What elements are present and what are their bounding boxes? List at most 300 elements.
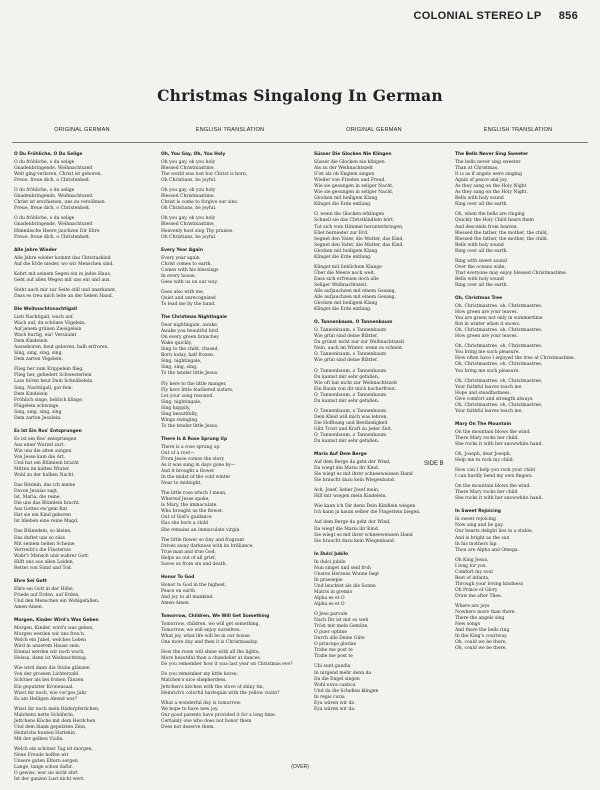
lyric-line: Morgen werden wir uns freu'n.: [14, 632, 86, 638]
lyric-line: There the angels sing: [455, 616, 505, 622]
lyric-line: Ist der ganzen Lust nicht wert.: [14, 777, 85, 783]
lyric-line: Sie wiegt es mit ihrer schneeweissen Hand: [314, 532, 413, 538]
song-title: Mary On The Mountain: [455, 421, 512, 427]
lyric-line: Bells with holy sound: [455, 242, 504, 248]
stanza: [161, 538, 301, 568]
lyric-line: Wie sie gesungen in seliger Nacht,: [314, 190, 394, 196]
stanza: [314, 504, 454, 516]
lyric-line: Fröhlich singe, lieblich klinge,: [14, 397, 84, 403]
lyric-line: Sing, sing, sing, sing: [14, 409, 62, 415]
stanza: [14, 437, 154, 479]
stanza: [161, 188, 301, 212]
lyric-line: Aus einer Wurzel zart.: [14, 442, 65, 448]
lyric-line: Ein Baum von dir mich hocherfreut.: [314, 386, 397, 392]
stanza: [314, 612, 454, 660]
lyric-line: Welt ging verloren, Christ ist geboren,: [14, 172, 102, 178]
column-header-original-german-2: ORIGINAL GERMAN: [346, 127, 402, 133]
lyric-line: Davon Jesaias sagt,: [14, 489, 59, 495]
lyric-line: Who brought us the flower.: [161, 509, 224, 515]
lyric-line: Und leuchtet als die Sonne: [314, 583, 376, 589]
lyric-line: Tut sich vom Himmel herunterbringen,: [314, 224, 404, 230]
song-title: There Is A Rose Sprung Up: [161, 436, 228, 442]
lyric-line: Through your loving kindness: [455, 581, 524, 587]
lyric-line: Dem Kindelein: [14, 391, 48, 397]
lyric-line: Tomorrow, we will enjoy ourselves.: [161, 628, 241, 634]
lyric-line: Heissa, dann ist Weihnachtstag.: [14, 656, 88, 662]
lyric-line: Best of infants,: [455, 575, 490, 581]
song-block: [14, 307, 154, 422]
lyric-line: Ausseboren, heut geboren, halb erfroren.: [14, 345, 109, 351]
lyric-line: The world was lost but Christ is born,: [161, 172, 248, 178]
lyric-line: One more day and then it is Christmasday.: [161, 640, 259, 646]
lyric-line: O, wenn die Glocken erklingen: [314, 212, 385, 218]
lyric-line: Wie wird dann die Stube glänzen: [14, 666, 90, 672]
stanza: [14, 272, 154, 284]
lyric-line: Blessed the father, the mother, the child,: [455, 230, 549, 236]
stanza: [14, 529, 154, 571]
lyric-line: Oh, Christmastree, oh, Christmastree,: [455, 304, 543, 310]
lyric-line: Oh Christians, be joyful.: [161, 178, 217, 184]
lyric-line: O puer optime: [314, 630, 347, 636]
stanza: [161, 650, 301, 668]
lyric-line: To the tender little Jesus.: [161, 423, 219, 429]
lyric-line: Fly here little feathered sisters,: [161, 387, 234, 393]
stanza: [161, 701, 301, 731]
stanza: [455, 452, 595, 464]
lyric-line: Aus Gottes ew'gem Rat: [14, 507, 68, 513]
lyric-line: Alpha es et O: [314, 596, 345, 601]
lyric-line: Help me to rock my child.: [455, 458, 515, 464]
song-block: [14, 429, 154, 572]
song-block: [314, 152, 454, 313]
lyric-line: But in winter when it snows.: [455, 322, 521, 328]
lyric-line: Du kannst mir sehr gefallen.: [314, 439, 380, 445]
lyric-line: And there the bells ring: [455, 628, 510, 634]
song-block: [161, 248, 301, 308]
lyric-line: Where are joys: [455, 604, 490, 609]
lyric-line: O du fröhliche, o du selige: [14, 160, 75, 166]
stanza: [455, 259, 595, 289]
lyric-line: More beautiful than a chandelier at dances.: [161, 656, 262, 662]
lyric-line: What joy, what life will be in our house.: [161, 634, 252, 640]
lyric-line: Blessed Christmastime,: [161, 166, 215, 172]
lyric-line: Do you remember my little horse;: [161, 672, 238, 678]
lyric-line: Drives away darkness with its brilliance.: [161, 543, 254, 549]
lyric-line: Unsres Herzens Wonne liegt: [314, 571, 380, 577]
song-title: Maria Auf Dem Berge: [314, 452, 367, 458]
lyric-line: The little rose which I mean,: [161, 491, 227, 497]
lyric-line: In his mothers lap.: [455, 541, 498, 547]
lyric-line: Oh you gay, oh you holy: [161, 216, 216, 222]
song-block: [161, 614, 301, 731]
lyric-line: Tröst mir mein Gemüte,: [314, 624, 369, 630]
lyric-line: You bring me such pleasure.: [455, 350, 520, 356]
stanza: [314, 328, 454, 364]
lyric-line: Hilft uns aus allen Leiden,: [14, 559, 75, 565]
lyric-line: Out of a root—: [161, 450, 195, 456]
lyric-line: Thou are Alpha and Omega.: [455, 547, 519, 553]
stanza: [161, 622, 301, 646]
lyric-line: Klinget die Erde entlang.: [314, 307, 372, 313]
stanza: [14, 256, 154, 268]
song-title: In Dulci Jubilo: [314, 551, 349, 557]
song-block: [314, 552, 454, 713]
stanza: [161, 256, 301, 286]
lyric-line: Blessed the father, the mother, the child.: [455, 236, 549, 242]
stanza: [455, 604, 595, 652]
lyric-line: Ich kann ja kaum selber die Fingerlein biegen.: [314, 510, 421, 516]
lyric-line: Eilet hernieder zur Erd.: [314, 230, 369, 236]
lyric-line: Wie grün sind deine Blätter.: [314, 358, 379, 364]
lyric-line: Schöner als bei frohen Tänzen: [14, 678, 84, 684]
lyric-line: Da die Engel singen: [314, 676, 360, 682]
lyric-line: Auf die Erde nieder, wo wir Menschen sind.: [14, 261, 114, 267]
lyric-line: Rettet von Sünd und Tod.: [14, 565, 73, 571]
lyric-line: Comes with his blessings: [161, 267, 219, 273]
lyric-line: Christ ist erschienen, uns zu versühnen: [14, 200, 105, 206]
stanza: [161, 583, 301, 607]
lyric-line: Lieb Nachtigall, wach auf,: [14, 314, 74, 320]
lyric-line: Now sing and be gay.: [455, 523, 504, 529]
lyric-line: Mit seinem hellen Scheine: [14, 541, 75, 547]
lyric-line: Da wiegt die Maria ihr Kind.: [314, 466, 380, 472]
column-header-english-translation-2: ENGLISH TRANSLATION: [483, 127, 553, 133]
lyric-line: Sing, Nachtigall, gar fein.: [14, 385, 73, 391]
stanza: [314, 160, 454, 208]
lyric-line: Give comfort and strength always.: [455, 396, 534, 402]
lyric-line: Lass hören heut Dein Schnäbelein: [14, 379, 93, 385]
lyric-line: Und den Menschen ein Wohlgefallen.: [14, 598, 100, 604]
lyric-line: Über die Meere noch weit,: [314, 270, 376, 276]
stanza: [14, 367, 154, 421]
lyric-line: Fly here to the little manger,: [161, 381, 227, 387]
lyric-line: Near to midnight.: [161, 481, 202, 487]
lyric-line: Oh, Christmastree, oh, Christmastree,: [455, 328, 543, 334]
lyric-line: Dem zarten Jesulein.: [14, 415, 62, 421]
lyric-line: Do you remember how it was last year on Christmas eve?: [161, 662, 293, 668]
lyric-line: Und da die Schellen klingen: [314, 688, 379, 694]
lyric-line: Hat sie ein Kind geboren: [14, 513, 71, 519]
lyric-line: Our good parents have provided it for a long time.: [161, 712, 277, 718]
stanza: [161, 160, 301, 184]
lyric-line: Und hat ein Blümlein bracht: [14, 461, 79, 467]
lyric-line: As they sang on the Holy Night: [455, 184, 527, 190]
lyric-line: Sing happily,: [161, 405, 191, 411]
lyric-line: There is a rose sprung up: [161, 444, 220, 450]
lyric-line: Hope and steadfastness.: [455, 390, 511, 396]
lyric-line: Is Mary, the immaculate.: [161, 503, 218, 509]
lyric-line: Blessed Christmastime,: [161, 194, 215, 200]
stanza: [14, 626, 154, 662]
lyric-line: Welch ein schöner Tag ist morgen,: [14, 746, 93, 752]
lyric-line: Oh, Joseph, dear Joseph,: [455, 452, 512, 458]
stanza: [314, 488, 454, 500]
stanza: [455, 344, 595, 374]
lyric-line: Du kannst mir sehr gefallen,: [314, 374, 380, 380]
lyric-line: How often have I enjoyed the tree at Christmastime.: [455, 356, 576, 362]
stanza: [455, 468, 595, 480]
lyric-line: Amen-Amen.: [161, 601, 191, 606]
lyric-line: How green are your leaves.: [455, 334, 518, 340]
lyric-line: And is bright as the sun: [455, 535, 510, 541]
lyric-line: Than at Christmas,: [455, 166, 499, 172]
lyric-line: Oh Prince of Glory: [455, 587, 498, 593]
lyric-line: And it brought a flower: [161, 469, 215, 475]
lyric-line: Alle Jahre wieder kommt das Christuskind: [14, 255, 111, 261]
lyric-line: There Mary rocks her child: [455, 490, 518, 496]
lyric-line: Da wiegt die Maria ihr Kind.: [314, 526, 380, 532]
lyric-line: Auf dem Berge da geht der Wind,: [314, 520, 391, 526]
lyric-line: Wisst ihr noch, wie vor'ges Jahr: [14, 690, 87, 696]
lyric-line: I long for you.: [455, 563, 488, 569]
lyric-line: Goes with us on our way.: [161, 279, 218, 285]
lyric-line: Comfort my soul: [455, 569, 493, 575]
lyric-line: Dass sich erfreuen doch alle: [314, 276, 379, 282]
lyric-line: Your faithful leaves teach me.: [455, 408, 523, 414]
lyric-line: Segnet den Vater, die Mutter, das Kind,: [314, 242, 404, 248]
lyric-line: Und dem blank geputzten Zinn,: [14, 724, 87, 730]
lyric-line: Hilf mir wiegen mein Kindelein.: [314, 494, 387, 500]
lyric-line: From Jesse comes the story: [161, 457, 225, 463]
song-block: [14, 618, 154, 783]
lyric-line: Als zu der Weihnachtszeit: [314, 166, 373, 172]
lyric-line: Gnadenbringende, Weihnachtszeit: [14, 222, 93, 228]
over-footer: (OVER): [291, 764, 309, 770]
lyric-line: How green are your leaves.: [455, 310, 518, 316]
lyric-line: In sweet rejoicing: [455, 517, 496, 523]
lyric-line: And descends from heaven.: [455, 224, 519, 230]
lyric-line: Tomorrow, children, we will get something,: [161, 622, 260, 628]
lyric-line: Let your song resound.: [161, 393, 214, 399]
stanza: [14, 315, 154, 363]
lyric-line: Sing, nightingale,: [161, 359, 202, 365]
lyric-line: Eya wären wir da.: [314, 706, 356, 712]
lyric-line: Oh you gay, oh you holy: [161, 188, 216, 194]
lyric-line: Vertreibt's die Finsternis: [14, 547, 71, 553]
lyric-line: Von der grossen Lichterzahl.: [14, 672, 80, 678]
lyric-line: In nirgend mehr denn da: [314, 670, 372, 676]
song-title: Es Ist Ein Ros' Entsprungen: [14, 428, 82, 434]
lyric-line: On every green branchey: [161, 335, 219, 341]
lyric-line: Steht auch mir zur Seite still und unerkannt,: [14, 287, 117, 293]
lyric-line: Heinrichs bunten Harlekin: [14, 730, 76, 736]
song-title: Tomorrow, Children, We Will Get Something: [161, 614, 270, 620]
lyric-line: Wohl nova cantica: [314, 682, 356, 688]
lyric-line: Quiet and unrecognized: [161, 295, 216, 301]
lyric-line: Does not deserve them.: [161, 724, 215, 730]
lyric-line: Die Hoffnung und Beständigkeit: [314, 420, 388, 426]
song-block: [14, 579, 154, 611]
lyric-line: Malchen's nice shepherdess,: [161, 678, 227, 684]
lyric-line: Mit der gelben Violin.: [14, 736, 64, 742]
lyric-line: Das Blümelein, so kleine,: [14, 529, 72, 535]
lyric-line: Wisst ihr noch mein Räderpferdchen,: [14, 706, 100, 712]
lyric-line: Friede auf Erden, auf Erden,: [14, 592, 80, 598]
song-title: Ehre Sei Gott: [14, 578, 47, 584]
song-title: In Sweet Rejoicing: [455, 509, 501, 515]
lyric-line: Ehre sei Gott in der Höhe,: [14, 586, 75, 592]
stanza: [314, 520, 454, 544]
stanza: [161, 382, 301, 430]
stanza: [161, 216, 301, 240]
lyric-line: Christ is come to forgive our sins.: [161, 200, 239, 206]
column-header-original-german-1: ORIGINAL GERMAN: [54, 127, 110, 133]
lyrics-column-2: [161, 152, 301, 738]
lyric-line: Glocken mit heiligem Klang: [314, 196, 378, 202]
stanza: [455, 430, 595, 448]
lyric-line: As it was sung in days gone by—: [161, 463, 236, 469]
lyric-line: Wohl zu der halben Nacht.: [14, 473, 75, 479]
lyric-line: I can hardly bend my own fingers.: [455, 474, 533, 480]
lyric-line: Over the oceans wide;: [455, 264, 506, 270]
song-block: [455, 509, 595, 652]
lyric-line: Schnell sie das Christkindlein hört,: [314, 218, 395, 224]
lyric-line: Bells with holy sound: [455, 196, 504, 202]
lyric-line: Blessed Christmastime,: [161, 222, 215, 228]
lyric-line: Oh, Christmastree, oh, Christmastree,: [455, 378, 543, 384]
lyric-line: Klinget die Erde entlang.: [314, 202, 372, 208]
lyric-line: She rocks it with her snowwhite hand.: [455, 496, 543, 502]
lyric-line: Every year again: [161, 255, 200, 261]
lyric-line: Von Jesse kam die Art.: [14, 454, 66, 460]
lyric-line: She remains an immaculate virgin.: [161, 527, 241, 533]
lyric-line: Our hearts delight lies in a stable,: [455, 529, 533, 535]
lyric-line: To lead me by the hand.: [161, 301, 216, 307]
lyric-line: Out of God's guidance: [161, 515, 212, 521]
song-title: Süsser Die Glocken Nie Klingen: [314, 152, 392, 157]
lyric-line: Sing to the child, chased,: [161, 347, 219, 353]
lyric-line: Dem zarten Vögelein.: [14, 357, 63, 363]
lyric-line: Wie oft hat nicht zur Weihnachtszeit: [314, 380, 398, 386]
song-title: O Du Fröhliche, O Du Selige: [14, 152, 83, 157]
lyric-line: Saves us from sin and death.: [161, 561, 227, 567]
lyric-line: Neue Freude hoffen wir: [14, 752, 69, 758]
lyric-line: You bring me such pleasure.: [455, 368, 520, 374]
lyric-line: To the tender little Jesus.: [161, 371, 219, 377]
record-label-text: COLONIAL STEREO LP: [413, 10, 542, 22]
lyric-line: Wings swinging.: [161, 417, 199, 423]
lyric-line: Das Röslein, das ich meine: [14, 483, 76, 489]
lyric-line: Ring over all the earth.: [455, 202, 508, 208]
lyric-line: Nach Dir ist mir so weh: [314, 618, 369, 624]
lyric-line: Wird in unserem Hause sein.: [14, 644, 81, 650]
lyric-line: Gnadenbringende, Weihnachtszeit: [14, 166, 93, 172]
lyric-line: Wake quickly,: [161, 341, 193, 347]
lyric-line: Wach auf, du schönes Vögelein,: [14, 321, 86, 327]
lyric-line: O, Tannenbaum, o Tannenbaum: [314, 408, 387, 414]
lyric-line: What a wonderful day is tomorrow.: [161, 700, 242, 706]
lyric-line: How can I help you rock your child: [455, 468, 535, 474]
lyric-line: Ring over all the earth.: [455, 248, 508, 254]
lyric-line: In dulci jubilo: [314, 559, 346, 565]
lyric-line: Ein geputzter Kronensaal.: [14, 684, 74, 690]
stanza: [455, 558, 595, 600]
lyric-line: O princeps gloriae: [314, 642, 357, 648]
stanza: [455, 517, 595, 553]
lyric-line: O du fröhliche, o du selige: [14, 216, 75, 222]
lyric-line: Born today, half frozen.: [161, 353, 215, 359]
lyric-line: O gewiss, wer sie nicht ehrt: [14, 771, 78, 777]
stanza: [14, 160, 154, 184]
lyric-line: In praesepio: [314, 577, 343, 583]
song-title: Die Weihnachtsnachtigall: [14, 306, 78, 312]
lyric-line: Freue, freue dich, o Christenheit.: [14, 206, 91, 212]
lyric-line: How the room will shine with all the lights;: [161, 650, 260, 656]
lyric-line: Ist, Maria, die reine,: [14, 495, 61, 501]
lyric-line: Sing, sing, sing, sing,: [14, 351, 63, 357]
side-b-marker: SIDE B: [424, 461, 444, 467]
lyric-line: Malchens nette Schäferin,: [14, 712, 75, 718]
song-title: The Christmas Nightingale: [161, 315, 227, 321]
song-block: [161, 437, 301, 568]
lyric-line: Nowhere more than there.: [455, 610, 516, 616]
lyric-line: Mitten im kalten Winter,: [14, 467, 70, 473]
lyric-line: And joy to all mankind.: [161, 594, 214, 600]
lyric-line: S'ist als ob Englein singen: [314, 172, 375, 178]
lyric-line: Glocken mit heiligem Klang: [314, 248, 378, 254]
stanza: [14, 666, 154, 702]
stanza: [455, 212, 595, 254]
lyric-line: Awake you beautiful bird: [161, 329, 219, 335]
stanza: [14, 188, 154, 212]
stanza: [314, 409, 454, 445]
lyric-line: Jettchen's kitchen with the stove of shiny tin,: [161, 684, 265, 690]
lyric-line: Your faithful leaves teach me: [455, 384, 522, 390]
stanza: [314, 664, 454, 712]
lyric-line: Sing, sing, sing,: [161, 365, 198, 371]
lyric-line: Einmal werden wir noch wach,: [14, 650, 85, 656]
lyric-line: Heinrich's colorful harlequin with the yellow violin?: [161, 690, 280, 696]
lyric-line: O, Tannenbaum, o Tannenbaum: [314, 352, 387, 358]
song-title: Alle Jahre Wieder: [14, 247, 57, 253]
lyric-line: The bells never sing sweeter: [455, 160, 521, 166]
lyric-line: Amen-Amen.: [14, 605, 44, 610]
lyric-line: Wie sie gesungen in seliger Nacht,: [314, 184, 394, 190]
lyrics-column-4: [455, 152, 595, 659]
lyric-line: That everyone may enjoy blessed Christmastime.: [455, 270, 568, 276]
lyrics-column-1: [14, 152, 154, 790]
stanza: [455, 160, 595, 208]
lyric-line: Eya wären wir da: [314, 700, 355, 706]
lyric-line: Gnadenbringende, Weihnachtszeit: [14, 194, 93, 200]
lyric-line: Sing beautifully,: [161, 411, 198, 417]
lyric-line: Wahr'r Mensch und wahrer Gott.: [14, 553, 90, 559]
lyric-line: Lange, lange schon dafür.: [14, 765, 73, 771]
lyric-line: New songs: [455, 622, 480, 628]
song-block: [455, 422, 595, 503]
lyric-line: Das duftet uns so süss: [14, 535, 65, 541]
lyric-line: Klinget die Erde entlang.: [314, 254, 372, 260]
song-block: [161, 315, 301, 430]
lyric-line: Heavenly host sing Thy praises.: [161, 228, 234, 234]
song-title: Honor To God: [161, 574, 195, 580]
stanza: [314, 560, 454, 608]
lyric-line: In the King's courtway.: [455, 634, 508, 640]
lyric-line: Oh, Christmastree, oh, Christmastree,: [455, 344, 543, 350]
record-number: 856: [558, 10, 578, 22]
lyric-line: Morgen, Kinder, wird's was geben,: [14, 626, 94, 632]
lyric-line: As they sang on the Holy Night.: [455, 190, 528, 196]
lyric-line: Sie braucht dazu kein Wiegenband.: [314, 478, 396, 484]
lyric-line: Dein Kleid will mich was lehren,: [314, 414, 388, 420]
lyric-line: Durch alle Deine Güte: [314, 636, 365, 642]
header-divider: [12, 142, 588, 143]
song-block: [455, 152, 595, 289]
lyric-line: O du fröhliche, o du selige: [14, 188, 75, 194]
column-header-english-translation-1: ENGLISH TRANSLATION: [195, 127, 265, 133]
lyric-line: Flieg her, gefiedert Schwesterlein: [14, 373, 92, 379]
lyric-line: Wie grün sind deine Blätter,: [314, 334, 379, 340]
